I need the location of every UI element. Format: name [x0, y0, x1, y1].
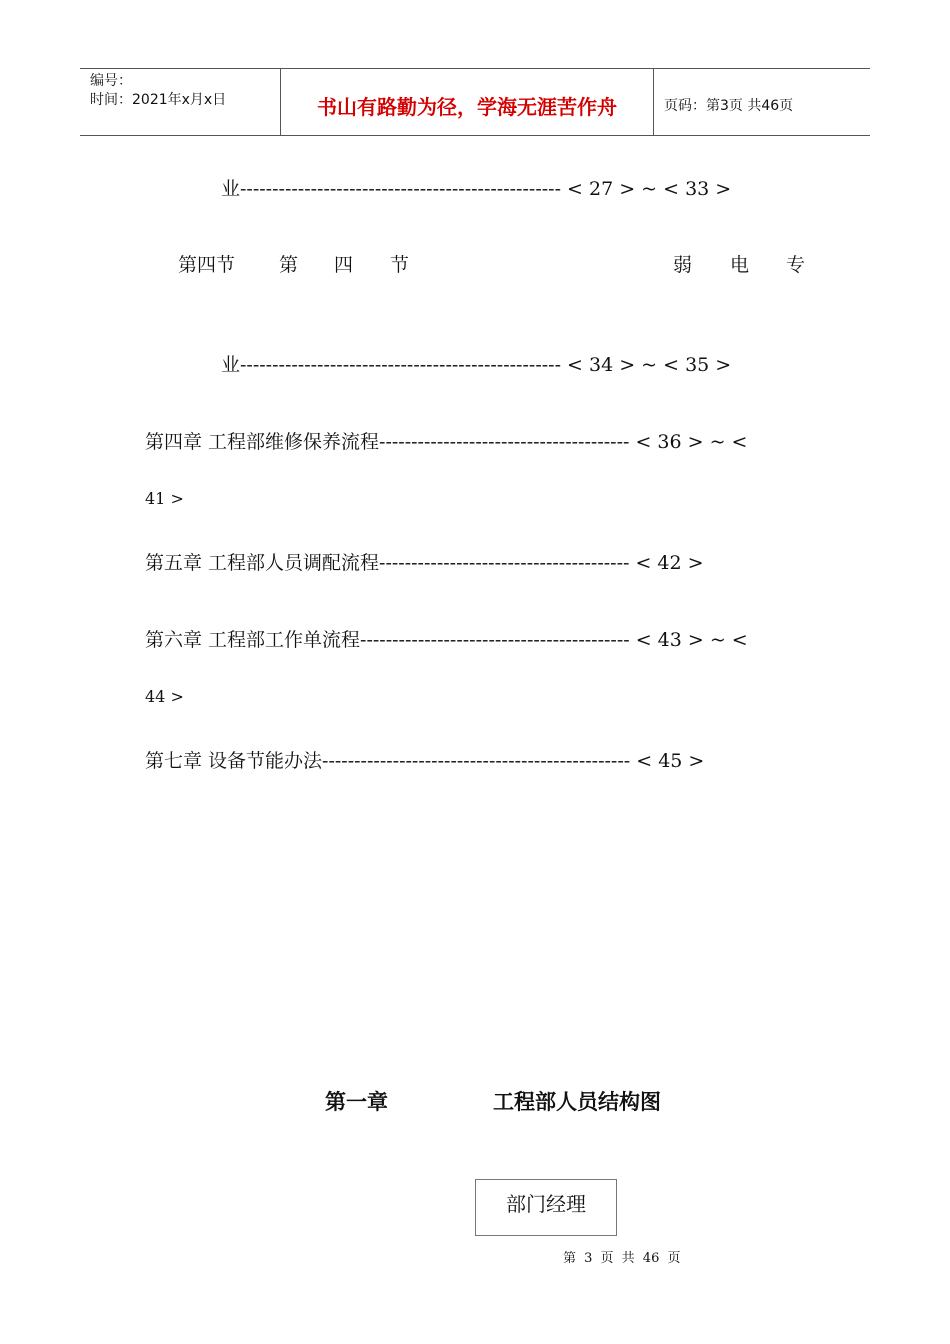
toc-chapter5: 第五章 工程部人员调配流程--------------------------------------- < 42 >	[145, 552, 704, 574]
toc-line-section3-end: 业-------------------------------------------------- < 27 > ~ < 33 >	[221, 178, 732, 200]
toc-section4-char: 专	[786, 254, 806, 276]
toc-section4-char: 弱	[673, 254, 693, 276]
time-label: 时间：2021年x月x日	[90, 92, 227, 108]
toc-chapter6-continued: 44 >	[145, 687, 184, 706]
header-meta	[80, 69, 281, 135]
header-motto: 书山有路勤为径，学海无涯苦作舟	[281, 69, 654, 135]
page-footer: 第 3 页 共 46 页	[563, 1251, 681, 1266]
chapter-title: 工程部人员结构图	[493, 1090, 661, 1114]
toc-chapter7: 第七章 设备节能办法------------------------------------------------ < 45 >	[145, 750, 705, 772]
toc-section4-char: 电	[730, 254, 750, 276]
number-label: 编号：	[90, 73, 132, 89]
toc-section4-prefix: 第四节	[178, 254, 236, 276]
chapter-number: 第一章	[325, 1090, 388, 1114]
org-chart-node-manager: 部门经理	[475, 1179, 617, 1236]
toc-chapter6: 第六章 工程部工作单流程------------------------------------------ < 43 > ~ <	[145, 629, 748, 651]
toc-section4-char: 第	[279, 254, 299, 276]
toc-section4-char: 节	[390, 254, 410, 276]
toc-section4-char: 四	[334, 254, 354, 276]
page-header	[80, 68, 870, 136]
toc-chapter4: 第四章 工程部维修保养流程--------------------------------------- < 36 > ~ <	[145, 431, 748, 453]
header-page-info: 页码：第3页 共46页	[664, 98, 794, 114]
toc-line-section4-end: 业-------------------------------------------------- < 34 > ~ < 35 >	[221, 354, 732, 376]
toc-chapter4-continued: 41 >	[145, 489, 184, 508]
